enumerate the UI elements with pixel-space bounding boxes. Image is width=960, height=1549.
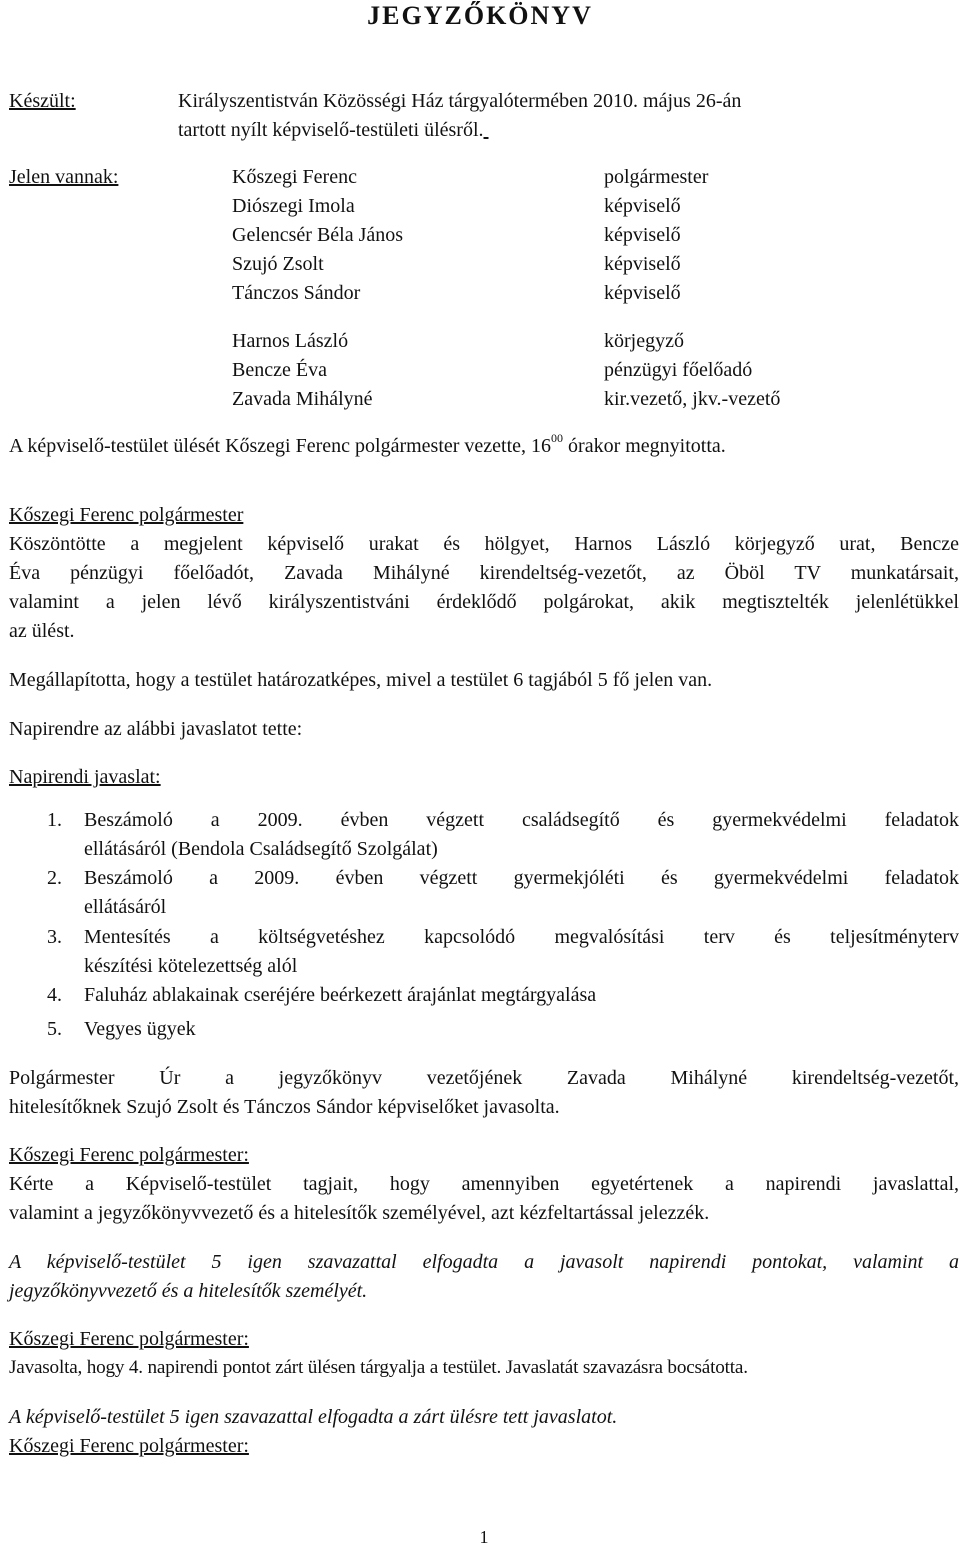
keszult-label: Készült: bbox=[9, 90, 76, 112]
agenda-item: készítési kötelezettség alól bbox=[84, 955, 298, 977]
member-role: képviselő bbox=[604, 253, 681, 275]
paragraph-line: hitelesítőknek Szujó Zsolt és Tánczos Sándor képviselőket javasolta. bbox=[9, 1096, 560, 1118]
member-name: Kőszegi Ferenc bbox=[232, 166, 357, 188]
section-heading: Kőszegi Ferenc polgármester: bbox=[9, 1328, 249, 1350]
agenda-item: ellátásáról (Bendola Családsegítő Szolgálat) bbox=[84, 838, 438, 860]
member-name: Diószegi Imola bbox=[232, 195, 355, 217]
staff-name: Harnos László bbox=[232, 330, 349, 352]
keszult-line-2: tartott nyílt képviselő-testületi ülésről. bbox=[178, 119, 484, 141]
vote-result: A képviselő-testület 5 igen szavazattal elfogadta a zárt ülésre tett javaslatot. bbox=[9, 1406, 618, 1428]
member-name: Tánczos Sándor bbox=[232, 282, 361, 304]
member-role: képviselő bbox=[604, 224, 681, 246]
agenda-number: 4. bbox=[47, 984, 62, 1006]
member-role: polgármester bbox=[604, 166, 709, 188]
member-name: Szujó Zsolt bbox=[232, 253, 324, 275]
paragraph-line: Polgármester Úr a jegyzőkönyv vezetőjének Zavada Mihályné kirendeltség-vezetőt, bbox=[9, 1067, 959, 1089]
page-number: 1 bbox=[479, 1527, 489, 1547]
napirend-intro: Napirendre az alábbi javaslatot tette: bbox=[9, 718, 303, 740]
agenda-item: ellátásáról bbox=[84, 896, 167, 918]
jelen-label: Jelen vannak: bbox=[9, 166, 119, 188]
paragraph-line: valamint a jelen lévő királyszentistváni érdeklődő polgárokat, akik megtisztelték jelenlétükkel bbox=[9, 591, 959, 613]
staff-role: körjegyző bbox=[604, 330, 684, 352]
member-role: képviselő bbox=[604, 195, 681, 217]
paragraph-line: az ülést. bbox=[9, 620, 75, 642]
section-heading: Kőszegi Ferenc polgármester bbox=[9, 504, 244, 526]
vote-result: A képviselő-testület 5 igen szavazattal elfogadta a javasolt napirendi pontokat, valamint a bbox=[9, 1251, 959, 1273]
paragraph-line: Kérte a Képviselő-testület tagjait, hogy amennyiben egyetértenek a napirendi javaslattal, bbox=[9, 1173, 959, 1195]
section-heading: Kőszegi Ferenc polgármester: bbox=[9, 1435, 249, 1457]
agenda-number: 5. bbox=[47, 1018, 62, 1040]
staff-role: kir.vezető, jkv.-vezető bbox=[604, 388, 781, 410]
paragraph-line: Éva pénzügyi főelőadót, Zavada Mihályné kirendeltség-vezetőt, az Öböl TV munkatársait, bbox=[9, 562, 959, 584]
napirend-heading: Napirendi javaslat: bbox=[9, 766, 161, 788]
paragraph-line: Köszöntötte a megjelent képviselő urakat és hölgyet, Harnos László körjegyző urat, Bencze bbox=[9, 533, 959, 555]
agenda-number: 2. bbox=[47, 867, 62, 889]
quorum-statement: Megállapította, hogy a testület határozatképes, mivel a testület 6 tagjából 5 fő jelen van. bbox=[9, 669, 713, 691]
agenda-item: Mentesítés a költségvetéshez kapcsolódó megvalósítási terv és teljesítményterv bbox=[84, 926, 959, 948]
opening-sentence: A képviselő-testület ülését Kőszegi Ferenc polgármester vezette, $16^{00}$ órakor megnyitotta. bbox=[9, 431, 726, 457]
paragraph-line: Javasolta, hogy 4. napirendi pontot zárt ülésen tárgyalja a testület. Javaslatát szavazásra bocsátotta. bbox=[9, 1357, 748, 1378]
vote-result: jegyzőkönyvvezető és a hitelesítők személyét. bbox=[9, 1280, 368, 1302]
keszult-line-1: Királyszentistván Közösségi Ház tárgyalótermében 2010. május 26-án bbox=[178, 90, 742, 112]
agenda-number: 3. bbox=[47, 926, 62, 948]
agenda-item: Vegyes ügyek bbox=[84, 1018, 196, 1040]
staff-role: pénzügyi főelőadó bbox=[604, 359, 753, 381]
agenda-number: 1. bbox=[47, 809, 62, 831]
staff-name: Zavada Mihályné bbox=[232, 388, 373, 410]
staff-name: Bencze Éva bbox=[232, 359, 327, 381]
paragraph-line: valamint a jegyzőkönyvvezető és a hitelesítők személyével, azt kézfeltartással jelezzék. bbox=[9, 1202, 710, 1224]
member-name: Gelencsér Béla János bbox=[232, 224, 404, 246]
member-role: képviselő bbox=[604, 282, 681, 304]
document-title: JEGYZŐKÖNYV bbox=[367, 1, 593, 30]
agenda-item: Beszámoló a 2009. évben végzett gyermekjóléti és gyermekvédelmi feladatok bbox=[84, 867, 959, 889]
agenda-item: Beszámoló a 2009. évben végzett családsegítő és gyermekvédelmi feladatok bbox=[84, 809, 959, 831]
agenda-item: Faluház ablakainak cseréjére beérkezett árajánlat megtárgyalása bbox=[84, 984, 597, 1006]
section-heading: Kőszegi Ferenc polgármester: bbox=[9, 1144, 249, 1166]
